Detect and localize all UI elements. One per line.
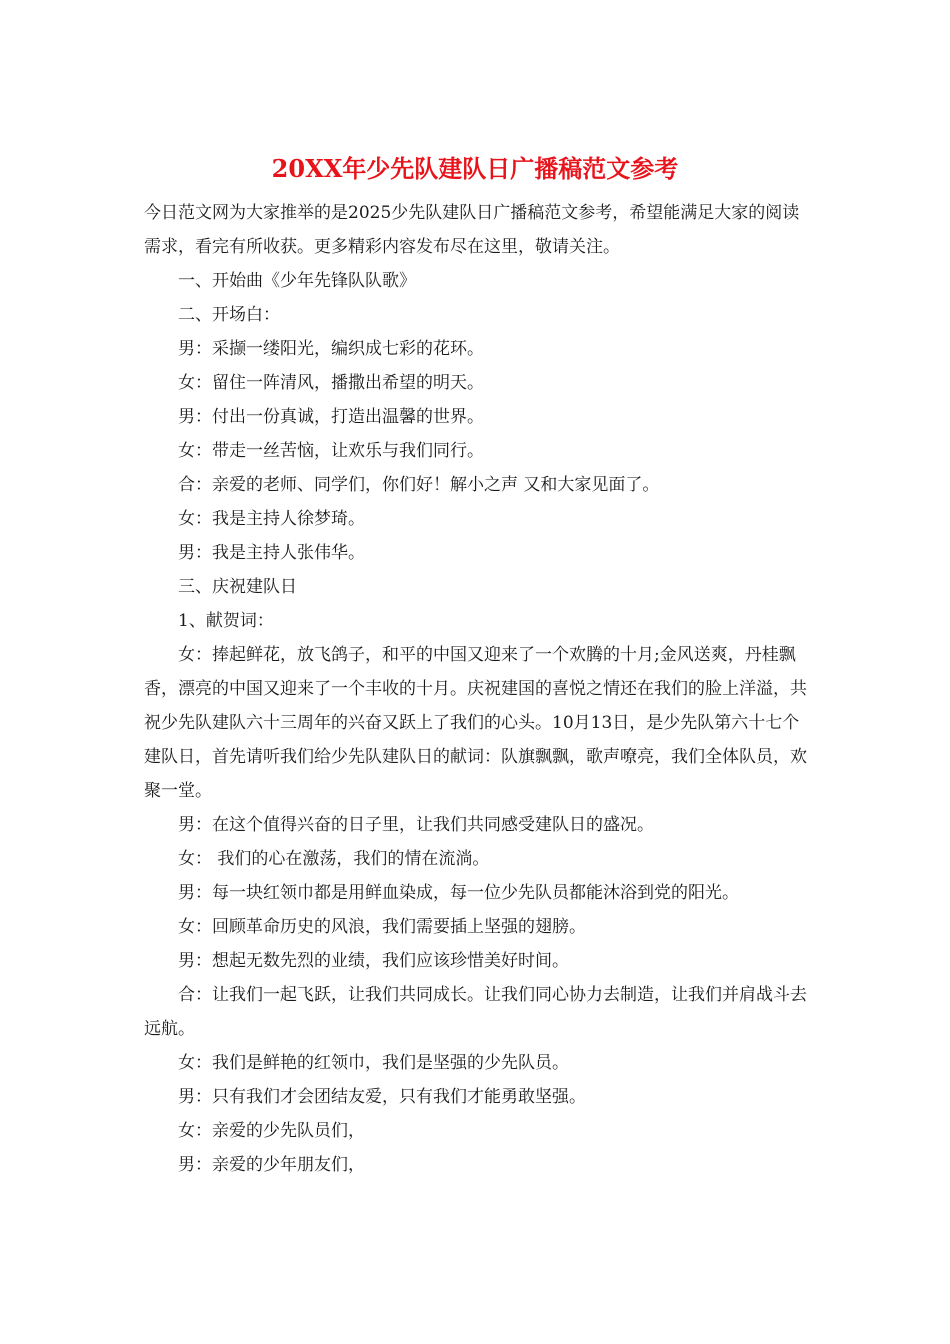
paragraph: 男：亲爱的少年朋友们，: [178, 1155, 365, 1175]
document-body: [144, 196, 808, 1182]
paragraph: 女：我是主持人徐梦琦。: [178, 509, 365, 529]
paragraph: 男：付出一份真诚，打造出温馨的世界。: [178, 407, 484, 427]
paragraph: 1、献贺词：: [178, 611, 274, 631]
paragraph: 合：亲爱的老师、同学们，你们好！解小之声 又和大家见面了。: [178, 475, 660, 495]
paragraph: 男：在这个值得兴奋的日子里，让我们共同感受建队日的盛况。: [178, 815, 654, 835]
paragraph-intro: 今日范文网为大家推举的是2025少先队建队日广播稿范文参考，希望能满足大家的阅读需求，看完有所收获。更多精彩内容发布尽在这里，敬请关注。: [144, 203, 800, 257]
paragraph: 女：带走一丝苦恼，让欢乐与我们同行。: [178, 441, 484, 461]
paragraph: 男：采撷一缕阳光，编织成七彩的花环。: [178, 339, 484, 359]
paragraph: 合：让我们一起飞跃，让我们共同成长。让我们同心协力去制造，让我们并肩战斗去远航。: [144, 985, 807, 1039]
paragraph: 男：想起无数先烈的业绩，我们应该珍惜美好时间。: [178, 951, 569, 971]
paragraph: 女：捧起鲜花，放飞鸽子，和平的中国又迎来了一个欢腾的十月;金风送爽，丹桂飘香，漂亮的中国又迎来了一个丰收的十月。庆祝建国的喜悦之情还在我们的脸上洋溢，共祝少先队建队六十三周年的兴奋又跃上了我们的心头。10月13日，是少先队第六十七个建队日，首先请听我们给少先队建队日的献词：队旗飘飘，歌声嘹亮，我们全体队员，欢聚一堂。: [144, 645, 807, 801]
paragraph: 三、庆祝建队日: [178, 577, 297, 597]
paragraph: 男：每一块红领巾都是用鲜血染成，每一位少先队员都能沐浴到党的阳光。: [178, 883, 739, 903]
paragraph: 女：亲爱的少先队员们，: [178, 1121, 365, 1141]
paragraph: 男：只有我们才会团结友爱，只有我们才能勇敢坚强。: [178, 1087, 586, 1107]
paragraph: 女：留住一阵清风，播撒出希望的明天。: [178, 373, 484, 393]
paragraph: 二、开场白：: [178, 305, 280, 325]
paragraph: 一、开始曲《少年先锋队队歌》: [178, 271, 416, 291]
paragraph: 女：回顾革命历史的风浪，我们需要插上坚强的翅膀。: [178, 917, 586, 937]
paragraph: 女：我们是鲜艳的红领巾，我们是坚强的少先队员。: [178, 1053, 569, 1073]
document-title: 20XX年少先队建队日广播稿范文参考: [271, 154, 679, 183]
paragraph: 女： 我们的心在激荡，我们的情在流淌。: [178, 849, 490, 869]
paragraph: 男：我是主持人张伟华。: [178, 543, 365, 563]
